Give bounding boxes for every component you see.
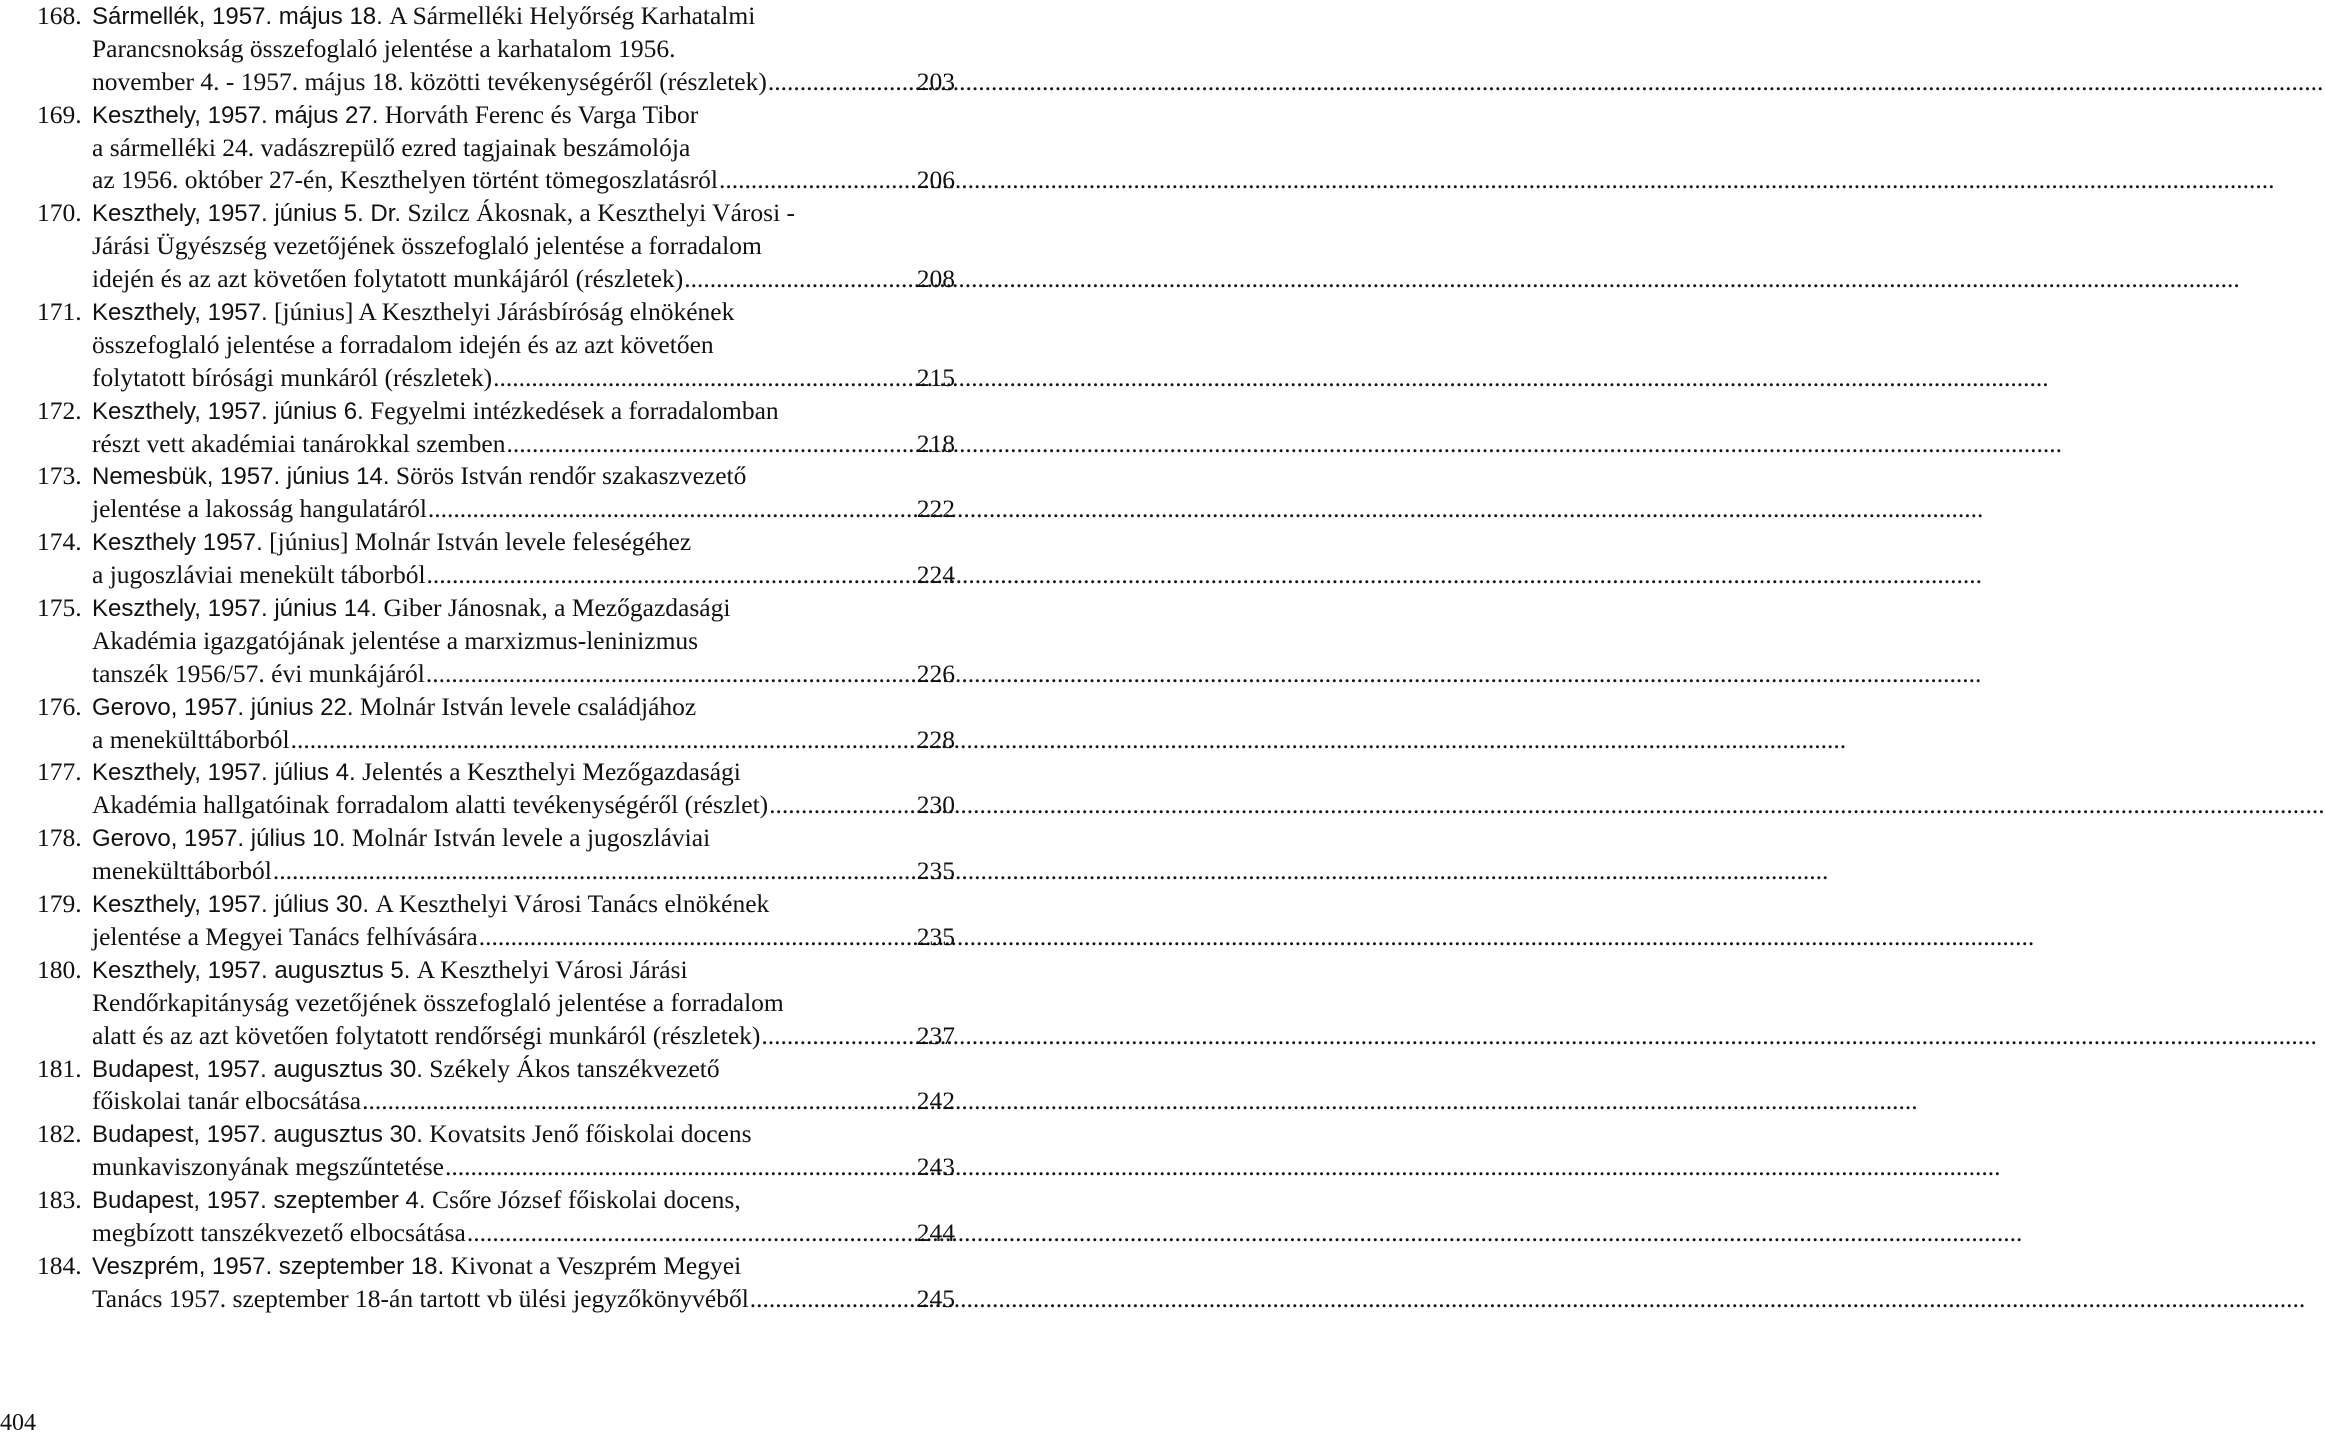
entry-title-text: Sörös István rendőr szakaszvezető (395, 461, 747, 491)
entry-number: 178. (37, 823, 82, 853)
entry-line (92, 954, 955, 987)
entry-line (92, 164, 955, 197)
entry-number: 174. (37, 527, 82, 557)
entry-line (92, 99, 955, 132)
entry-page-number: 245 (916, 1283, 955, 1313)
dot-leader (769, 789, 916, 822)
entry-title-text: összefoglaló jelentése a forradalom idején és az azt követően (92, 329, 714, 359)
entry-line (92, 460, 955, 493)
entry-number: 180. (37, 954, 82, 984)
entry-place-date: Keszthely 1957. (92, 529, 263, 557)
entry-line (92, 132, 955, 165)
entry-title-text: a jugoszláviai menekült táborból (92, 560, 426, 590)
entry-line (92, 822, 955, 855)
entry-title-text: november 4. - 1957. május 18. közötti tevékenységéről (részletek) (92, 66, 767, 96)
toc-entry (37, 1053, 955, 1119)
entry-line (92, 296, 955, 329)
entry-page-number: 208 (916, 264, 955, 294)
entry-title-text: [június] A Keszthelyi Járásbíróság elnökének (274, 297, 735, 327)
entry-number: 172. (37, 395, 82, 425)
toc-entry (37, 888, 955, 954)
entry-place-date: Keszthely, 1957. június 5. Dr. (92, 200, 402, 228)
dot-leader (291, 724, 916, 757)
entry-title-text: a sármelléki 24. vadászrepülő ezred tagjainak beszámolója (92, 132, 691, 162)
entry-title-text: munkaviszonyának megszűntetése (92, 1152, 444, 1182)
entry-title-text: jelentése a lakosság hangulatáról (92, 494, 427, 524)
entry-title-text: Horváth Ferenc és Varga Tibor (384, 99, 699, 129)
entry-page-number: 218 (916, 428, 955, 458)
entry-title-text: Parancsnokság összefoglaló jelentése a karhatalom 1956. (92, 33, 676, 63)
entry-line (92, 329, 955, 362)
entry-number: 181. (37, 1053, 82, 1083)
entry-title-text: megbízott tanszékvezető elbocsátása (92, 1217, 466, 1247)
entry-line (92, 1250, 955, 1283)
dot-leader (493, 362, 916, 395)
toc-entry (37, 395, 955, 461)
dot-leader (768, 66, 916, 99)
entry-place-date: Keszthely, 1957. július 4. (92, 759, 356, 787)
entry-line (92, 559, 955, 592)
toc-entry (37, 460, 955, 526)
entry-number: 182. (37, 1119, 82, 1149)
entry-page-number: 206 (916, 165, 955, 195)
entry-line (92, 33, 955, 66)
dot-leader (479, 921, 916, 954)
entry-line (92, 0, 955, 33)
entry-line (92, 756, 955, 789)
dot-leader (719, 164, 916, 197)
entry-title-text: Kivonat a Veszprém Megyei (450, 1250, 742, 1280)
entry-line (92, 789, 955, 822)
entry-place-date: Keszthely, 1957. június 14. (92, 595, 378, 623)
entry-line (92, 1151, 955, 1184)
entry-number: 177. (37, 757, 82, 787)
table-of-contents (37, 0, 955, 1316)
entry-place-date: Budapest, 1957. augusztus 30. (92, 1121, 423, 1149)
entry-page-number: 224 (916, 560, 955, 590)
entry-number: 171. (37, 297, 82, 327)
entry-title-text: részt vett akadémiai tanárokkal szemben (92, 428, 506, 458)
entry-title-text: menekülttáborból (92, 856, 272, 886)
page-number: 404 (0, 1410, 36, 1436)
toc-entry (37, 822, 955, 888)
entry-line (92, 66, 955, 99)
entry-title-text: Rendőrkapitányság vezetőjének összefoglaló jelentése a forradalom (92, 987, 784, 1017)
dot-leader (426, 658, 916, 691)
entry-line (92, 1118, 955, 1151)
entry-line (92, 263, 955, 296)
entry-number: 169. (37, 99, 82, 129)
entry-line (92, 526, 955, 559)
entry-title-text: Szilcz Ákosnak, a Keszthelyi Városi - (407, 198, 796, 228)
toc-entry (37, 197, 955, 296)
toc-entry (37, 1250, 955, 1316)
entry-number: 173. (37, 461, 82, 491)
entry-place-date: Budapest, 1957. augusztus 30. (92, 1055, 423, 1083)
entry-title-text: A Keszthelyi Városi Tanács elnökének (375, 889, 770, 919)
entry-line (92, 921, 955, 954)
toc-entry (37, 99, 955, 198)
entry-title-text: Járási Ügyészség vezetőjének összefoglaló jelentése a forradalom (92, 231, 762, 261)
entry-page-number: 222 (916, 494, 955, 524)
toc-entry (37, 691, 955, 757)
toc-entry (37, 526, 955, 592)
dot-leader (467, 1217, 916, 1250)
entry-title-text: A Sármelléki Helyőrség Karhatalmi (389, 1, 756, 30)
entry-line (92, 592, 955, 625)
entry-line (92, 658, 955, 691)
dot-leader (684, 263, 916, 296)
entry-title-text: Molnár István levele családjához (359, 691, 697, 721)
entry-page-number: 235 (916, 856, 955, 886)
entry-line (92, 1053, 955, 1086)
document-page (0, 0, 960, 1440)
entry-page-number: 237 (916, 1020, 955, 1050)
entry-place-date: Gerovo, 1957. június 22. (92, 693, 354, 721)
dot-leader (506, 428, 915, 461)
entry-number: 168. (37, 1, 82, 30)
dot-leader (427, 559, 916, 592)
entry-page-number: 235 (916, 921, 955, 951)
entry-place-date: Keszthely, 1957. június 6. (92, 397, 364, 425)
entry-title-text: Giber Jánosnak, a Mezőgazdasági (383, 593, 731, 623)
entry-title-text: Fegyelmi intézkedések a forradalomban (370, 395, 779, 425)
entry-number: 179. (37, 889, 82, 919)
entry-number: 184. (37, 1250, 82, 1280)
entry-place-date: Keszthely, 1957. május 27. (92, 101, 379, 129)
toc-entry (37, 1118, 955, 1184)
entry-title-text: főiskolai tanár elbocsátása (92, 1086, 362, 1116)
entry-number: 183. (37, 1185, 82, 1215)
toc-entry (37, 0, 955, 99)
entry-title-text: Jelentés a Keszthelyi Mezőgazdasági (362, 757, 741, 787)
entry-place-date: Keszthely, 1957. július 30. (92, 891, 370, 919)
toc-entry (37, 756, 955, 822)
entry-line (92, 428, 955, 461)
entry-page-number: 215 (916, 362, 955, 392)
entry-title-text: Székely Ákos tanszékvezető (429, 1053, 720, 1083)
entry-page-number: 226 (916, 658, 955, 688)
entry-place-date: Keszthely, 1957. augusztus 5. (92, 956, 411, 984)
entry-line (92, 855, 955, 888)
entry-title-text: Csőre József főiskolai docens, (431, 1185, 741, 1215)
entry-page-number: 244 (916, 1217, 955, 1247)
entry-number: 175. (37, 593, 82, 623)
entry-line (92, 362, 955, 395)
entry-line (92, 1020, 955, 1053)
entry-place-date: Nemesbük, 1957. június 14. (92, 463, 390, 491)
entry-title-text: az 1956. október 27-én, Keszthelyen történt tömegoszlatásról (92, 165, 718, 195)
entry-page-number: 242 (916, 1086, 955, 1116)
dot-leader (445, 1151, 916, 1184)
toc-entry (37, 1184, 955, 1250)
entry-page-number: 243 (916, 1152, 955, 1182)
toc-entry (37, 954, 955, 1053)
entry-line (92, 197, 955, 230)
entry-line (92, 1085, 955, 1118)
entry-place-date: Keszthely, 1957. (92, 299, 268, 327)
entry-place-date: Gerovo, 1957. július 10. (92, 825, 346, 853)
dot-leader (362, 1085, 916, 1118)
entry-number: 170. (37, 198, 82, 228)
entry-title-text: Akadémia hallgatóinak forradalom alatti tevékenységéről (részlet) (92, 790, 769, 820)
entry-line (92, 1217, 955, 1250)
dot-leader (428, 493, 916, 526)
entry-line (92, 395, 955, 428)
entry-place-date: Veszprém, 1957. szeptember 18. (92, 1252, 445, 1280)
entry-title-text: tanszék 1956/57. évi munkájáról (92, 658, 425, 688)
entry-line (92, 724, 955, 757)
entry-title-text: folytatott bírósági munkáról (részletek) (92, 362, 493, 392)
entry-title-text: Kovatsits Jenő főiskolai docens (429, 1119, 752, 1149)
entry-line (92, 888, 955, 921)
dot-leader (750, 1283, 916, 1316)
entry-title-text: alatt és az azt követően folytatott rendőrségi munkáról (részletek) (92, 1020, 761, 1050)
entry-page-number: 230 (916, 790, 955, 820)
entry-number: 176. (37, 691, 82, 721)
entry-line (92, 493, 955, 526)
toc-entry (37, 296, 955, 395)
dot-leader (761, 1020, 915, 1053)
entry-page-number: 228 (916, 724, 955, 754)
dot-leader (273, 855, 916, 888)
entry-title-text: [június] Molnár István levele feleségéhez (269, 527, 692, 557)
entry-line (92, 1283, 955, 1316)
entry-title-text: A Keszthelyi Városi Járási (416, 954, 688, 984)
entry-place-date: Sármellék, 1957. május 18. (92, 3, 383, 30)
entry-title-text: Tanács 1957. szeptember 18-án tartott vb ülési jegyzőkönyvéből (92, 1283, 749, 1313)
entry-line (92, 691, 955, 724)
entry-line (92, 625, 955, 658)
entry-line (92, 230, 955, 263)
entry-title-text: a menekülttáborból (92, 724, 290, 754)
entry-line (92, 1184, 955, 1217)
toc-entry (37, 592, 955, 691)
entry-title-text: idején és az azt követően folytatott munkájáról (részletek) (92, 264, 684, 294)
entry-title-text: jelentése a Megyei Tanács felhívására (92, 921, 478, 951)
entry-title-text: Molnár István levele a jugoszláviai (351, 823, 711, 853)
entry-page-number: 203 (916, 66, 955, 96)
entry-place-date: Budapest, 1957. szeptember 4. (92, 1187, 426, 1215)
entry-line (92, 987, 955, 1020)
entry-title-text: Akadémia igazgatójának jelentése a marxizmus-leninizmus (92, 625, 699, 655)
